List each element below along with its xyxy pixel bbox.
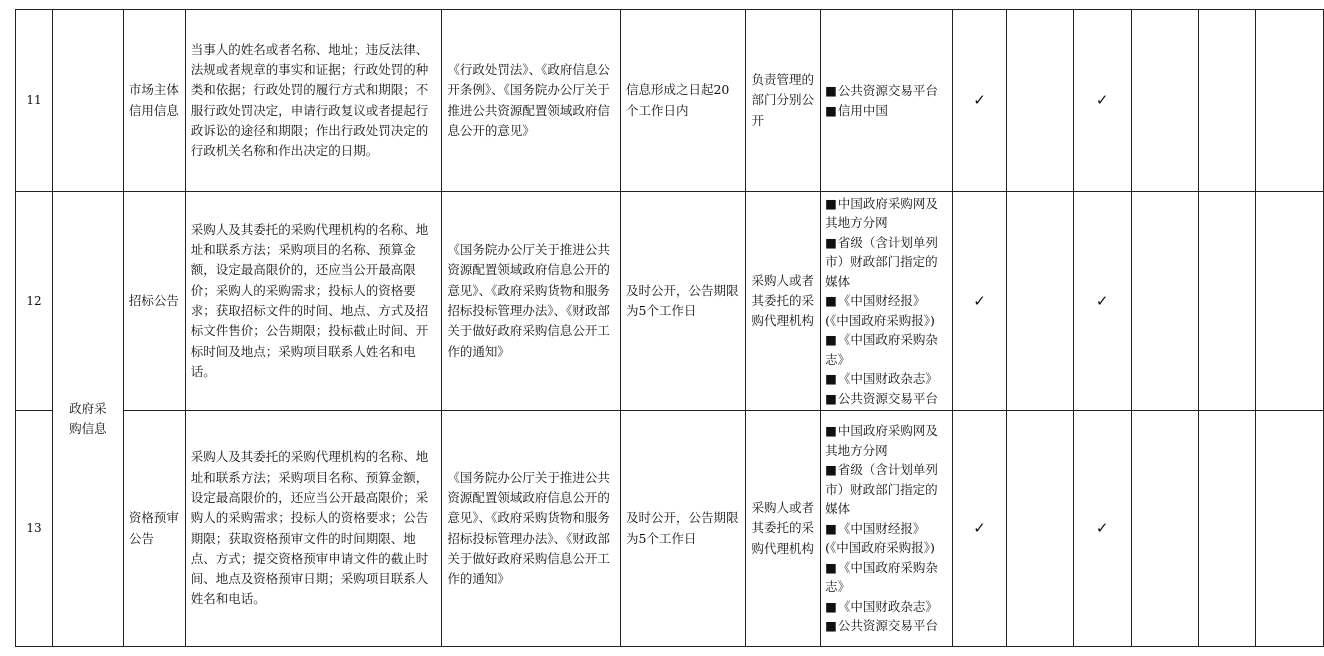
item-name: 资格预审公告 xyxy=(123,411,185,647)
channel-item: ■ 《中国政府采购杂志》 xyxy=(825,330,948,369)
empty-cell xyxy=(1198,192,1255,411)
empty-cell xyxy=(1255,192,1323,411)
channel-item: ■ 《中国财政杂志》 xyxy=(825,597,948,617)
basis-cell: 《国务院办公厅关于推进公共资源配置领域政府信息公开的意见》、《政府采购货物和服务招标投标管理办法》、《财政部关于做好政府采购信息公开工作的通知》 xyxy=(442,192,621,411)
channel-item: ■ 信用中国 xyxy=(825,101,948,121)
channel-item: ■ 《中国政府采购杂志》 xyxy=(825,558,948,597)
table-row xyxy=(16,411,1324,647)
subject-cell: 负责管理的部门分别公开 xyxy=(746,10,821,192)
empty-cell xyxy=(1131,10,1198,192)
category-cell-empty xyxy=(52,10,123,192)
empty-cell xyxy=(1198,10,1255,192)
timing-cell: 及时公开，公告期限为5个工作日 xyxy=(620,411,746,647)
timing-cell: 及时公开，公告期限为5个工作日 xyxy=(620,192,746,411)
channels-cell xyxy=(821,192,953,411)
channel-item: ■ 公共资源交易平台 xyxy=(825,389,948,409)
empty-cell xyxy=(1007,411,1073,647)
row-number: 13 xyxy=(16,411,53,647)
basis-cell: 《行政处罚法》、《政府信息公开条例》、《国务院办公厅关于推进公共资源配置领域政府信息公开的意见》 xyxy=(442,10,621,192)
check-mark: ✓ xyxy=(952,192,1007,411)
empty-cell xyxy=(1007,10,1073,192)
channel-item: ■ 《中国财经报》(《中国政府采购报》) xyxy=(825,519,948,558)
category-cell: 政府采购信息 xyxy=(52,192,123,647)
table-row xyxy=(16,10,1324,192)
item-name: 市场主体信用信息 xyxy=(123,10,185,192)
basis-cell: 《国务院办公厅关于推进公共资源配置领域政府信息公开的意见》、《政府采购货物和服务招标投标管理办法》、《财政部关于做好政府采购信息公开工作的通知》 xyxy=(442,411,621,647)
table-row xyxy=(16,192,1324,411)
content-cell: 采购人及其委托的采购代理机构的名称、地址和联系方法；采购项目的名称、预算金额，设定最高限价的，还应当公开最高限价；采购人的采购需求；投标人的资格要求；获取招标文件的时间、地点、方式及招标文件售价；公告期限；投标截止时间、开标时间及地点；采购项目联系人姓名和电话。 xyxy=(185,192,442,411)
channel-item: ■ 《中国财政杂志》 xyxy=(825,369,948,389)
content-cell: 采购人及其委托的采购代理机构的名称、地址和联系方法；采购项目名称、预算金额，设定最高限价的，还应当公开最高限价；采购人的采购需求；投标人的资格要求；公告期限；获取资格预审文件的时间期限、地点、方式；提交资格预审申请文件的截止时间、地点及资格预审日期；采购项目联系人姓名和电话。 xyxy=(185,411,442,647)
check-mark: ✓ xyxy=(1073,411,1131,647)
channels-cell xyxy=(821,411,953,647)
channel-item: ■ 公共资源交易平台 xyxy=(825,81,948,101)
channel-item: ■ 中国政府采购网及其地方分网 xyxy=(825,421,948,460)
channel-item: ■ 《中国财经报》(《中国政府采购报》) xyxy=(825,291,948,330)
empty-cell xyxy=(1131,192,1198,411)
timing-cell: 信息形成之日起20个工作日内 xyxy=(620,10,746,192)
row-number: 12 xyxy=(16,192,53,411)
channel-item: ■ 公共资源交易平台 xyxy=(825,616,948,636)
subject-cell: 采购人或者其委托的采购代理机构 xyxy=(746,192,821,411)
content-cell: 当事人的姓名或者名称、地址；违反法律、法规或者规章的事实和证据；行政处罚的种类和依据；行政处罚的履行方式和期限；不服行政处罚决定，申请行政复议或者提起行政诉讼的途径和期限；作出行政处罚决定的行政机关名称和作出决定的日期。 xyxy=(185,10,442,192)
row-number: 11 xyxy=(16,10,53,192)
channel-item: ■ 省级（含计划单列市）财政部门指定的媒体 xyxy=(825,233,948,292)
empty-cell xyxy=(1131,411,1198,647)
check-mark: ✓ xyxy=(1073,10,1131,192)
channels-cell xyxy=(821,10,953,192)
empty-cell xyxy=(1198,411,1255,647)
channel-item: ■ 省级（含计划单列市）财政部门指定的媒体 xyxy=(825,460,948,519)
subject-cell: 采购人或者其委托的采购代理机构 xyxy=(746,411,821,647)
item-name: 招标公告 xyxy=(123,192,185,411)
disclosure-table xyxy=(15,9,1324,647)
empty-cell xyxy=(1007,192,1073,411)
check-mark: ✓ xyxy=(952,411,1007,647)
channel-item: ■ 中国政府采购网及其地方分网 xyxy=(825,194,948,233)
check-mark: ✓ xyxy=(1073,192,1131,411)
empty-cell xyxy=(1255,10,1323,192)
empty-cell xyxy=(1255,411,1323,647)
check-mark: ✓ xyxy=(952,10,1007,192)
